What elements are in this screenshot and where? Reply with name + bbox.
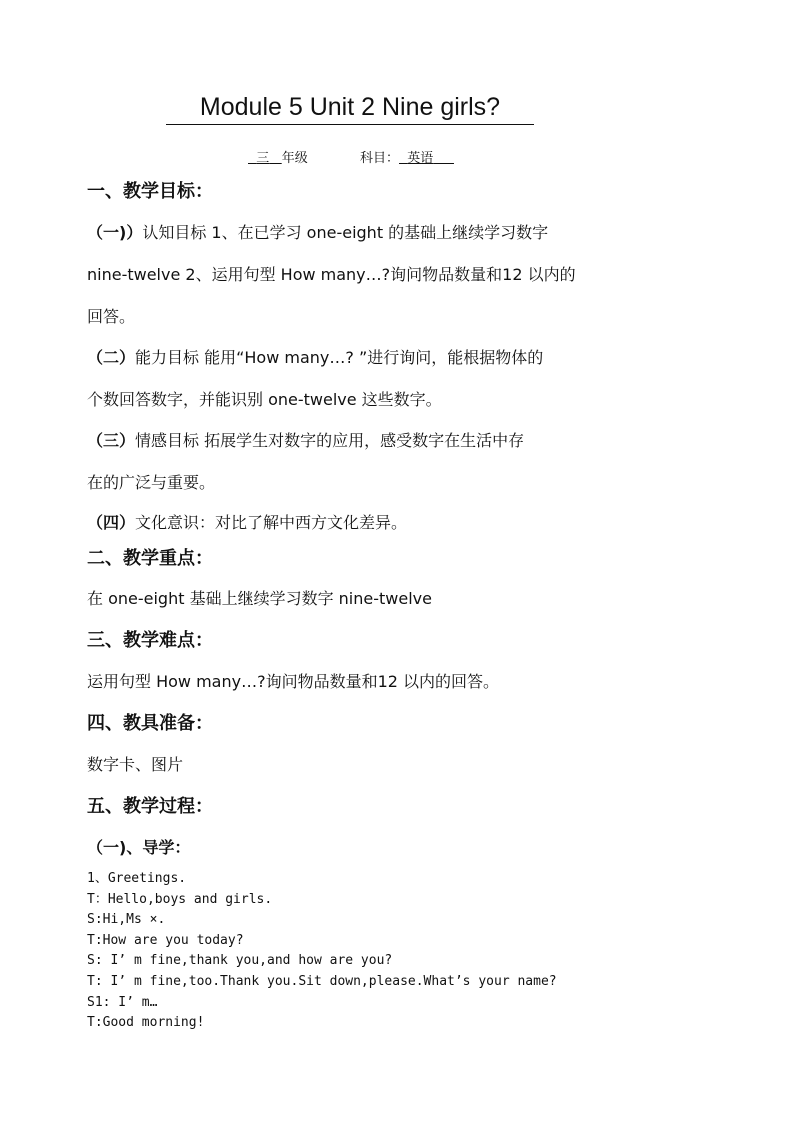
dialogue-line: S:Hi,Ms ×. xyxy=(87,912,166,927)
section-difficulties-heading: 三、教学难点： xyxy=(87,630,213,651)
dialogue-line: S: I’ m fine,thank you,and how are you? xyxy=(87,953,393,968)
objective-cognitive-line-3: 回答。 xyxy=(87,307,136,326)
key-points-text: 在 one-eight 基础上继续学习数字 nine-twelve xyxy=(87,589,432,608)
dialogue-line: T: I’ m fine,too.Thank you.Sit down,please.What’s your name? xyxy=(87,974,557,989)
objective-ability-line-1: （二）能力目标 能用“How many…? ”进行询问，能根据物体的 xyxy=(87,348,544,367)
grade-label: 年级 xyxy=(281,151,308,166)
dialogue-line: S1: I’ m… xyxy=(87,995,158,1010)
document-title: Module 5 Unit 2 Nine girls? xyxy=(166,90,534,125)
grade-value: 三 xyxy=(256,151,270,166)
materials-text: 数字卡、图片 xyxy=(87,755,184,774)
objective-ability-line-2: 个数回答数字，并能识别 one-twelve 这些数字。 xyxy=(87,390,442,409)
objective-cognitive-line-2: nine-twelve 2、运用句型 How many…?询问物品数量和12 以内的 xyxy=(87,265,576,284)
section-materials-heading: 四、教具准备： xyxy=(87,713,213,734)
subject-value: 英语 xyxy=(407,151,434,166)
objective-culture-line: （四）文化意识：对比了解中西方文化差异。 xyxy=(87,513,408,532)
dialogue-line: 1、Greetings. xyxy=(87,871,187,886)
section-key-points-heading: 二、教学重点： xyxy=(87,548,213,569)
difficulties-text: 运用句型 How many…?询问物品数量和12 以内的回答。 xyxy=(87,672,500,691)
subject-label: 科目： xyxy=(360,151,400,166)
objective-emotion-line-2: 在的广泛与重要。 xyxy=(87,473,216,492)
dialogue-line: T:Good morning! xyxy=(87,1015,205,1030)
dialogue-line: T:How are you today? xyxy=(87,933,244,948)
objective-cognitive-line-1: （一)）认知目标 1、在已学习 one-eight 的基础上继续学习数字 xyxy=(87,223,549,242)
section-process-heading: 五、教学过程： xyxy=(87,796,213,817)
objective-emotion-line-1: （三）情感目标 拓展学生对数字的应用，感受数字在生活中存 xyxy=(87,431,525,450)
section-objectives-heading: 一、教学目标： xyxy=(87,181,213,202)
dialogue-line: T：Hello,boys and girls. xyxy=(87,892,273,907)
process-subheading-guide: （一)、导学： xyxy=(87,838,191,857)
grade-info xyxy=(248,149,308,169)
subject-info xyxy=(360,149,454,169)
